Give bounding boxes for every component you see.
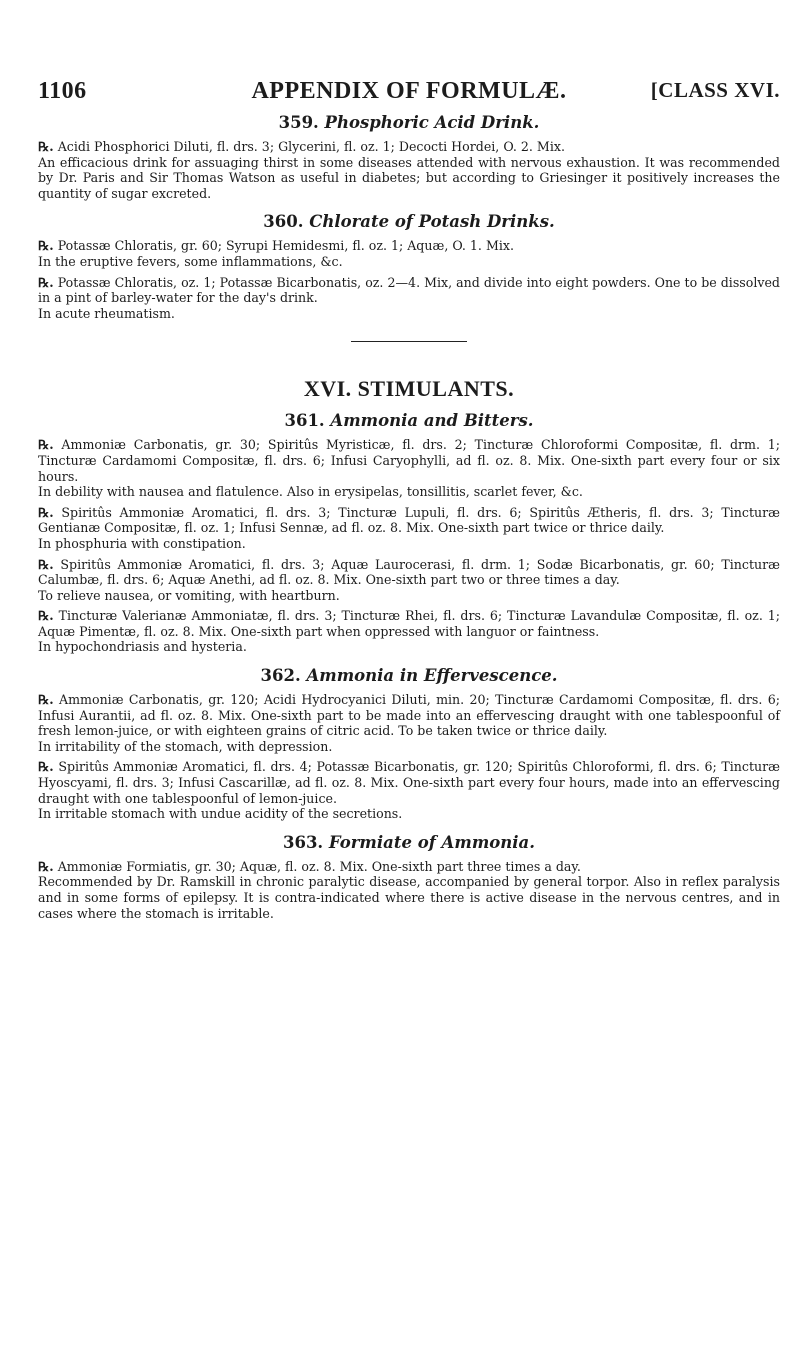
book-page	[38, 78, 780, 921]
recipe-symbol: ℞.	[38, 858, 54, 874]
formula-entry	[38, 665, 780, 832]
recipe-symbol: ℞.	[38, 274, 54, 290]
prescription	[38, 505, 780, 536]
usage-note: An efficacious drink for assuaging thirst in some diseases attended with nervous exhaustion. It was recommended by Dr. Paris and Sir Thomas Watson as useful in diabetes; but according to Griesinger it positively increases the quantity of sugar excreted.	[38, 154, 780, 201]
formula-entry	[38, 211, 780, 321]
prescription	[38, 275, 780, 306]
recipe-symbol: ℞.	[38, 692, 54, 708]
prescription-text: Potassæ Chloratis, oz. 1; Potassæ Bicarbonatis, oz. 2—4. Mix, and divide into eight powders. One to be dissolved in a pint of barley-water for the day's drink.	[38, 274, 780, 306]
prescription-text: Acidi Phosphorici Diluti, fl. drs. 3; Glycerini, fl. oz. 1; Decocti Hordei, O. 2. Mix.	[57, 139, 565, 154]
prescription-text: Spiritûs Ammoniæ Aromatici, fl. drs. 3; Tincturæ Lupuli, fl. drs. 6; Spiritûs Ætheris, fl. drs. 3; Tincturæ Gentianæ Compositæ, fl. oz. 1; Infusi Sennæ, ad fl. oz. 8. Mix. One-sixth part twice or thrice daily.	[38, 504, 780, 536]
recipe-symbol: ℞.	[38, 608, 54, 624]
running-head	[38, 78, 780, 112]
usage-note: In debility with nausea and flatulence. Also in erysipelas, tonsillitis, scarlet fever, &c.	[38, 484, 583, 500]
usage-note: In irritability of the stomach, with depression.	[38, 738, 333, 754]
entries-after	[38, 410, 780, 921]
recipe-symbol: ℞.	[38, 759, 54, 775]
recipe-symbol: ℞.	[38, 437, 54, 453]
prescription	[38, 139, 780, 155]
entry-title	[38, 832, 780, 854]
prescription	[38, 759, 780, 806]
entry-title	[38, 410, 780, 432]
section-heading: XVI. STIMULANTS.	[303, 376, 515, 402]
formula-entry	[38, 410, 780, 665]
prescription-text: Spiritûs Ammoniæ Aromatici, fl. drs. 3; Aquæ Laurocerasi, fl. drm. 1; Sodæ Bicarbonatis, gr. 60; Tincturæ Calumbæ, fl. drs. 6; Aquæ Anethi, ad fl. oz. 8. Mix. One-sixth part two or three times a day.	[38, 556, 780, 588]
entry-name: Phosphoric Acid Drink.	[324, 113, 540, 132]
recipe-symbol: ℞.	[38, 556, 54, 572]
prescription	[38, 859, 780, 875]
formula-entry	[38, 832, 780, 921]
entry-number: 361.	[284, 411, 325, 431]
entry-title	[38, 112, 780, 134]
recipe-symbol: ℞.	[38, 139, 54, 154]
page-number: 1106	[38, 78, 87, 104]
prescription-text: Potassæ Chloratis, gr. 60; Syrupi Hemidesmi, fl. oz. 1; Aquæ, O. 1. Mix.	[57, 238, 514, 254]
usage-note: Recommended by Dr. Ramskill in chronic paralytic disease, accompanied by general torpor. Also in reflex paralysis and in some forms of epilepsy. It is contra-indicated where there is active disease in the nervous centres, and in cases where the stomach is irritable.	[38, 874, 780, 921]
usage-note: In the eruptive fevers, some inflammations, &c.	[38, 253, 343, 269]
prescription	[38, 608, 780, 639]
formula-entry	[38, 112, 780, 211]
prescription	[38, 238, 780, 254]
class-label: [CLASS XVI.	[650, 78, 780, 102]
running-title: APPENDIX OF FORMULÆ.	[251, 78, 567, 104]
recipe-symbol: ℞.	[38, 238, 54, 254]
entry-name: Chlorate of Potash Drinks.	[309, 212, 555, 232]
prescription	[38, 437, 780, 484]
prescription	[38, 557, 780, 588]
entry-number: 359.	[278, 113, 319, 132]
recipe-symbol: ℞.	[38, 504, 54, 520]
prescription-text: Tincturæ Valerianæ Ammoniatæ, fl. drs. 3; Tincturæ Rhei, fl. drs. 6; Tincturæ Lavandulæ Compositæ, fl. oz. 1; Aquæ Pimentæ, fl. oz. 8. Mix. One-sixth part when oppressed with languor or faintness.	[38, 608, 780, 639]
usage-note: In phosphuria with constipation.	[38, 535, 246, 551]
usage-note: To relieve nausea, or vomiting, with heartburn.	[38, 587, 340, 603]
entry-title	[38, 211, 780, 233]
usage-note: In hypochondriasis and hysteria.	[38, 639, 247, 655]
usage-note: In acute rheumatism.	[38, 305, 175, 321]
prescription-text: Ammoniæ Formiatis, gr. 30; Aquæ, fl. oz. 8. Mix. One-sixth part three times a day.	[57, 858, 581, 874]
entry-number: 362.	[260, 666, 301, 686]
entry-number: 363.	[282, 832, 324, 852]
usage-note: In irritable stomach with undue acidity of the secretions.	[38, 806, 403, 822]
entry-number: 360.	[263, 212, 304, 232]
entry-name: Ammonia in Effervescence.	[306, 666, 558, 686]
prescription-text: Spiritûs Ammoniæ Aromatici, fl. drs. 4; Potassæ Bicarbonatis, gr. 120; Spiritûs Chloroformi, fl. drs. 6; Tincturæ Hyoscyami, fl. drs. 3; Infusi Cascarillæ, ad fl. oz. 8. Mix. One-sixth part every four hours, made into an effervescing draught with one tablespoonful of lemon-juice.	[38, 759, 780, 806]
entry-name: Ammonia and Bitters.	[330, 411, 534, 431]
prescription	[38, 692, 780, 739]
entry-title	[38, 665, 780, 687]
entry-name: Formiate of Ammonia.	[328, 832, 535, 852]
entries-before	[38, 112, 780, 321]
prescription-text: Ammoniæ Carbonatis, gr. 30; Spiritûs Myristicæ, fl. drs. 2; Tincturæ Chloroformi Compositæ, fl. drm. 1; Tincturæ Cardamomi Compositæ, fl. drs. 6; Infusi Caryophylli, ad fl. oz. 8. Mix. One-sixth part every four or six hours.	[38, 437, 780, 484]
prescription-text: Ammoniæ Carbonatis, gr. 120; Acidi Hydrocyanici Diluti, min. 20; Tincturæ Cardamomi Compositæ, fl. drs. 6; Infusi Aurantii, ad fl. oz. 8. Mix. One-sixth part to be made into an effervescing draught with one tablespoonful of fresh lemon-juice, or with eighteen grains of citric acid. To be taken twice or thrice daily.	[38, 692, 780, 739]
